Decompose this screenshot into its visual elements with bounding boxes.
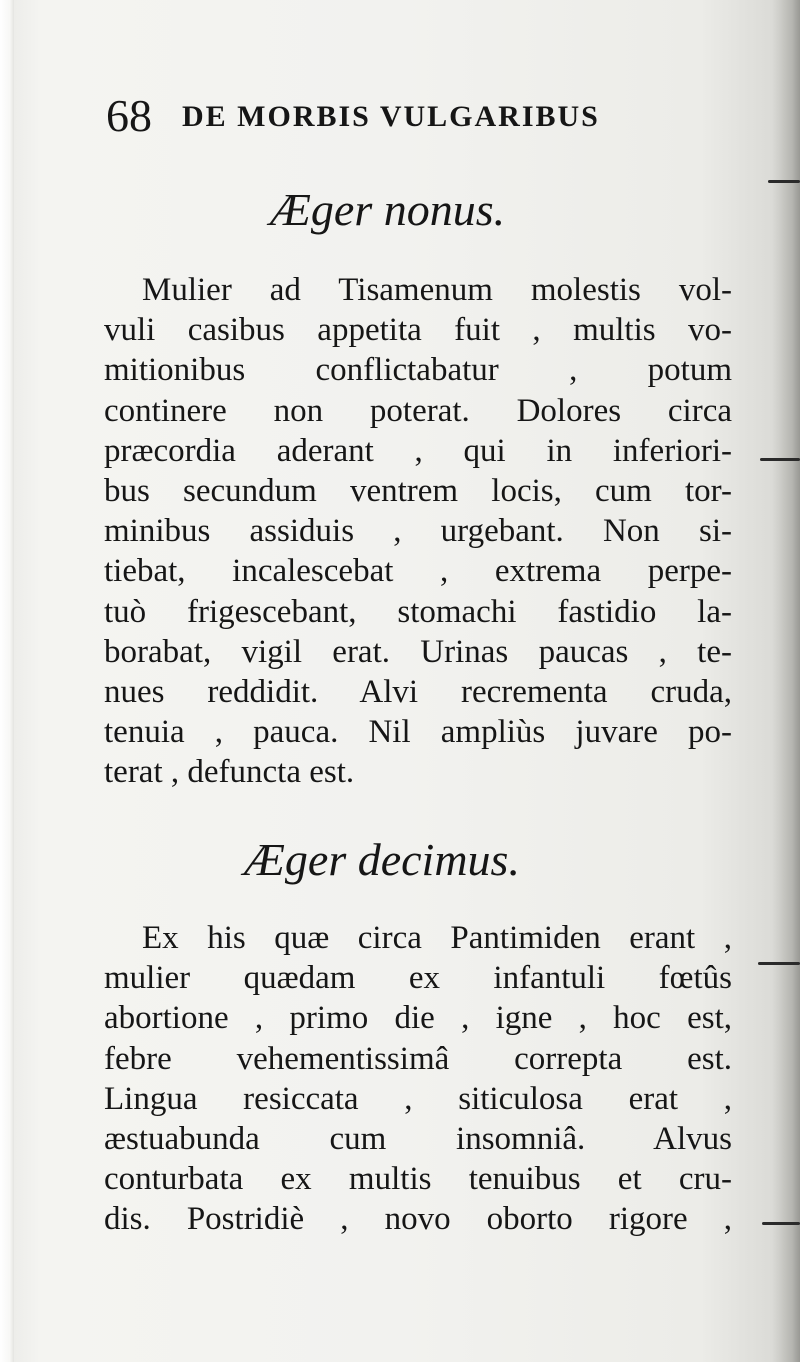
right-edge-mark xyxy=(760,458,800,461)
text-line: tuò frigescebant, stomachi fastidio la- xyxy=(104,593,732,630)
text-line: febre vehementissimâ correpta est. xyxy=(104,1040,732,1077)
text-line: vuli casibus appetita fuit , multis vo- xyxy=(104,312,732,349)
text-line: tiebat, incalescebat , extrema perpe- xyxy=(104,553,732,590)
text-line: minibus assiduis , urgebant. Non si- xyxy=(104,513,732,550)
text-line: dis. Postridiè , novo oborto rigore , xyxy=(104,1201,732,1238)
page-left-margin xyxy=(0,0,14,1362)
paragraph-aeger-nonus xyxy=(104,270,732,793)
text-line: mitionibus conflictabatur , potum xyxy=(104,352,732,389)
page-gutter-shadow xyxy=(772,0,800,1362)
text-line: continere non poterat. Dolores circa xyxy=(104,392,732,429)
right-edge-mark xyxy=(768,180,800,183)
page-header xyxy=(106,86,706,146)
section-title-aeger-decimus: Æger decimus. xyxy=(244,834,520,885)
right-edge-mark xyxy=(762,1222,800,1225)
text-line: abortione , primo die , igne , hoc est, xyxy=(104,1000,732,1037)
right-edge-mark xyxy=(758,962,800,965)
text-line: mulier quædam ex infantuli fœtûs xyxy=(104,960,732,997)
text-line: Ex his quæ circa Pantimiden erant , xyxy=(142,920,732,956)
text-line: præcordia aderant , qui in inferiori- xyxy=(104,432,732,469)
text-line: Mulier ad Tisamenum molestis vol- xyxy=(142,272,732,308)
text-line: bus secundum ventrem locis, cum tor- xyxy=(104,473,732,510)
page-number: 68 xyxy=(106,90,152,141)
text-line: nues reddidit. Alvi recrementa cruda, xyxy=(104,674,732,711)
text-line: æstuabunda cum insomniâ. Alvus xyxy=(104,1121,732,1158)
section-title-aeger-nonus: Æger nonus. xyxy=(270,184,506,235)
text-line: borabat, vigil erat. Urinas paucas , te- xyxy=(104,633,732,670)
text-line: terat , defuncta est. xyxy=(104,754,355,791)
running-head: DE MORBIS VULGARIBUS xyxy=(182,100,600,133)
paragraph-aeger-decimus xyxy=(104,918,732,1240)
text-line: conturbata ex multis tenuibus et cru- xyxy=(104,1161,732,1198)
text-line: Lingua resiccata , siticulosa erat , xyxy=(104,1080,732,1117)
text-line: tenuia , pauca. Nil ampliùs juvare po- xyxy=(104,714,732,751)
